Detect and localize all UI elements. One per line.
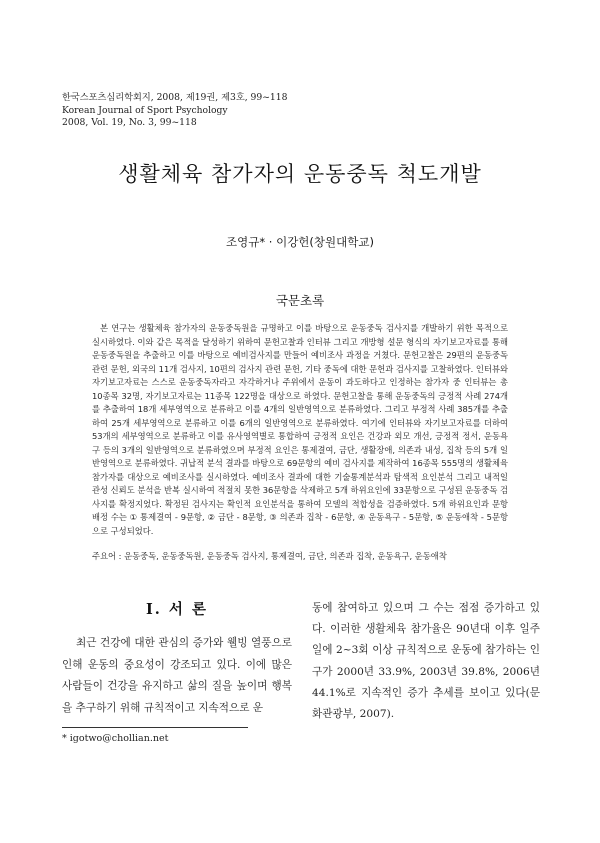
- body-column-right: [312, 598, 540, 725]
- journal-line-english: Korean Journal of Sport Psychology: [62, 104, 228, 116]
- footnote: * igotwo@chollian.net: [62, 733, 169, 744]
- abstract-text: 본 연구는 생활체육 참가자의 운동중독원을 규명하고 이를 바탕으로 운동중독 검사지를 개발하기 위한 목적으로 실시하였다. 이와 같은 목적을 달성하기 위하여 문헌고찰과 인터뷰 그리고 개방형 설문 형식의 자기보고자료를 통해 운동중독원을 추출하고 이를 바탕으로 예비검사지를 만들어 예비조사 과정을 거쳤다. 문헌고찰은 29편의 운동중독 관련 문헌, 외국의 11개 검사지, 10편의 검사지 관련 문헌, 기타 중독에 대한 문헌과 검사지를 고찰하였다. 인터뷰와 자기보고자료는 스스로 운동중독자라고 자각하거나 주위에서 운동이 과도하다고 인정하는 참가자 중 인터뷰는 총 10종목 32명, 자기보고자료는 11종목 122명을 대상으로 하였다. 문헌고찰을 통해 운동중독의 긍정적 사례 274개를 추출하여 18개 세부영역으로 분류하고 이를 4개의 일반영역으로 분류하였다. 그리고 부정적 사례 385개를 추출하여 25개 세부영역으로 분류하고 이를 6개의 일반영역으로 분류하였다. 여기에 인터뷰와 자기보고자료를 더하여 53개의 세부영역으로 분류하고 이를 유사영역별로 통합하여 긍정적 요인은 건강과 외모 개선, 긍정적 정서, 운동욕구 등의 3개의 일반영역으로 분류하였으며 부정적 요인은 통제결여, 금단, 생활장애, 의존과 내성, 집착 등의 5개 일반영역으로 분류하였다. 귀납적 분석 결과를 바탕으로 69문항의 예비 검사지를 제작하여 16종목 555명의 생활체육 참가자를 대상으로 예비조사를 실시하였다. 예비조사 결과에 대한 기술통계분석과 탐색적 요인분석 그리고 내적일관성 신뢰도 분석을 반복 실시하여 적절치 못한 36문항을 삭제하고 5개 하위요인에 33문항으로 구성된 운동중독 검사지를 확정지었다. 확정된 검사지는 확인적 요인분석을 통하여 모델의 적합성을 검증하였다. 5개 하위요인과 문항 배정 수는 ① 통제결여 - 9문항, ② 금단 - 8문항, ③ 의존과 집착 - 6문항, ④ 운동욕구 - 5문항, ⑤ 운동애착 - 5문항으로 구성되었다.: [92, 323, 508, 536]
- abstract: [92, 322, 508, 538]
- journal-line-volume: 2008, Vol. 19, No. 3, 99~118: [62, 117, 197, 128]
- authors: 조영규* · 이강헌(창원대학교): [226, 235, 374, 249]
- body-column-left: [62, 633, 292, 719]
- keywords: 주요어 : 운동중독, 운동중독원, 운동중독 검사지, 통제결여, 금단, 의존과 집착, 운동욕구, 운동애착: [92, 551, 447, 561]
- section-heading-introduction: Ⅰ. 서 론: [146, 601, 208, 618]
- journal-header: [62, 92, 287, 130]
- journal-line-korean: 한국스포츠심리학회지, 2008, 제19권, 제3호, 99~118: [62, 92, 288, 103]
- footnote-divider: [62, 727, 248, 728]
- paper-title: 생활체육 참가자의 운동중독 척도개발: [118, 162, 482, 186]
- abstract-heading: 국문초록: [275, 293, 325, 308]
- intro-paragraph: 최근 건강에 대한 관심의 증가와 웰빙 열풍으로 인해 운동의 중요성이 강조되고 있다. 이에 많은 사람들이 건강을 유지하고 삶의 질을 높이며 행복을 추구하기 위해 규칙적이고 지속적으로 운: [62, 637, 292, 714]
- intro-paragraph-continued: 동에 참여하고 있으며 그 수는 점점 증가하고 있다. 이러한 생활체육 참가율은 90년대 이후 일주일에 2~3회 이상 규칙적으로 운동에 참가하는 인구가 2000년 33.9%, 2003년 39.8%, 2006년44.1%로 지속적인 증가 추세를 보이고 있다(문화관광부, 2007).: [312, 602, 540, 721]
